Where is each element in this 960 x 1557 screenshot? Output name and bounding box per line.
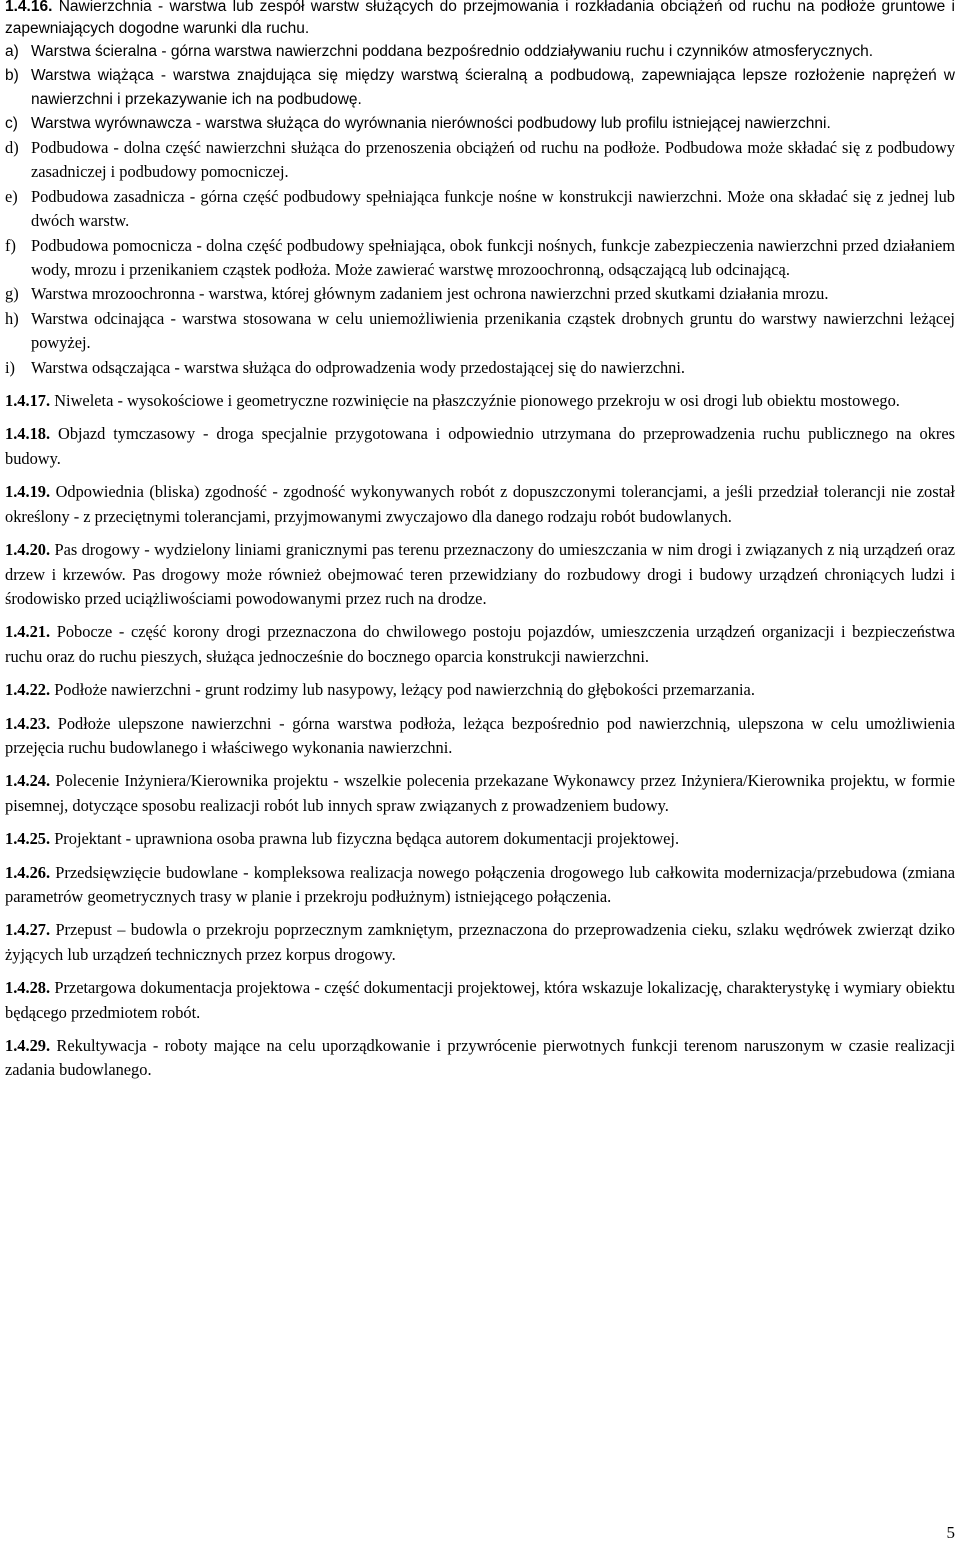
definition-number: 1.4.22.: [5, 680, 51, 700]
definition-text: Pas drogowy - wydzielony liniami granicznymi pas terenu przeznaczony do umieszczania w nim drogi i związanych z nią urządzeń oraz drzew i krzewów. Pas drogowy może również obejmować teren przewidziany do rozbudowy drogi i budowy urządzeń chroniących ludzi i środowisko przed uciążliwościami powodowanymi przez ruch na drodze.: [5, 540, 956, 608]
definition-text: Podłoże nawierzchni - grunt rodzimy lub nasypowy, leżący pod nawierzchnią do głębokości przemarzania.: [54, 680, 755, 700]
sub-item-h: [5, 307, 955, 356]
sub-item-f: [5, 234, 955, 283]
definition-number: 1.4.21.: [5, 622, 51, 642]
definition-1-4-17: [5, 389, 955, 413]
definition-number: 1.4.17.: [5, 391, 51, 411]
sub-item-letter: a): [5, 43, 19, 60]
definition-number: 1.4.24.: [5, 771, 51, 791]
sub-item-d: [5, 136, 955, 185]
section-1-4-16: [5, 0, 955, 40]
definition-text: Odpowiednia (bliska) zgodność - zgodność wykonywanych robót z dopuszczonymi tolerancjami, a jeśli przedział tolerancji nie został określony - z przeciętnymi tolerancjami, przyjmowanymi zwyczajowo dla danego rodzaju robót budowlanych.: [5, 482, 955, 526]
definition-number: 1.4.23.: [5, 713, 51, 733]
definition-text: Przedsięwzięcie budowlane - kompleksowa realizacja nowego połączenia drogowego lub całkowita modernizacja/przebudowa (zmiana parametrów geometrycznych trasy w planie i przekroju podłużnym) istniejącego połączenia.: [5, 862, 955, 906]
definition-text: Polecenie Inżyniera/Kierownika projektu - wszelkie polecenia przekazane Wykonawcy przez Inżyniera/Kierownika projektu, w formie pisemnej, dotyczące sposobu realizacji robót lub innych spraw związanych z prowadzeniem budowy.: [5, 771, 955, 815]
document-page: [5, 0, 955, 1083]
sub-item-letter: g): [5, 284, 19, 304]
sub-item-text: Podbudowa - dolna część nawierzchni służąca do przenoszenia obciążeń od ruchu na podłoże. Podbudowa może składać się z podbudowy zasadniczej i podbudowy pomocniczej.: [31, 138, 955, 182]
definition-text: Podłoże ulepszone nawierzchni - górna warstwa podłoża, leżąca bezpośrednio pod nawierzchnią, ulepszona w celu umożliwienia przejęcia ruchu budowlanego i właściwego wykonania nawierzchni.: [5, 713, 955, 757]
definition-number: 1.4.25.: [5, 829, 51, 849]
definition-1-4-22: [5, 678, 955, 702]
definition-text: Projektant - uprawniona osoba prawna lub fizyczna będąca autorem dokumentacji projektowej.: [54, 829, 680, 849]
definition-number: 1.4.18.: [5, 424, 51, 444]
definition-1-4-24: [5, 769, 955, 818]
sub-item-text: Warstwa odcinająca - warstwa stosowana w celu uniemożliwienia przenikania cząstek drobnych gruntu do warstwy nawierzchni leżącej powyżej.: [31, 308, 955, 353]
definition-1-4-28: [5, 976, 955, 1025]
sub-item-e: [5, 185, 955, 234]
sub-item-text: Warstwa mrozoochronna - warstwa, której głównym zadaniem jest ochrona nawierzchni przed skutkami działania mrozu.: [31, 284, 829, 304]
section-text: Nawierzchnia - warstwa lub zespół warstw służących do przejmowania i rozkładania obciążeń od ruchu na podłoże gruntowe i zapewniających dogodne warunki dla ruchu.: [5, 0, 955, 37]
definition-1-4-29: [5, 1034, 955, 1083]
sub-item-letter: e): [5, 186, 18, 206]
definition-text: Pobocze - część korony drogi przeznaczona do chwilowego postoju pojazdów, umieszczenia urządzeń organizacji i bezpieczeństwa ruchu oraz do ruchu pieszych, służąca jednocześnie do bocznego oparcia konstrukcji nawierzchni.: [5, 622, 955, 666]
definition-number: 1.4.29.: [5, 1036, 51, 1055]
definition-number: 1.4.26.: [5, 862, 51, 882]
sub-item-letter: f): [5, 235, 16, 255]
definition-text: Przepust – budowla o przekroju poprzecznym zamkniętym, przeznaczona do przeprowadzenia cieku, szlaku wędrówek zwierząt dziko żyjących lub urządzeń technicznych przez korpus drogowy.: [5, 920, 955, 964]
sub-item-a: [5, 40, 955, 64]
definition-text: Przetargowa dokumentacja projektowa - część dokumentacji projektowej, która wskazuje lokalizację, charakterystykę i wymiary obiektu będącego przedmiotem robót.: [5, 978, 955, 1022]
sub-item-text: Podbudowa pomocnicza - dolna część podbudowy spełniająca, obok funkcji nośnych, funkcje zabezpieczenia nawierzchni przed działaniem wody, mrozu i przenikaniem cząstek podłoża. Może zawierać warstwę mrozoochronną, odsączającą lub odcinającą.: [31, 235, 955, 280]
sub-item-b: [5, 64, 955, 112]
sub-item-letter: i): [5, 357, 16, 377]
sub-item-letter: d): [5, 138, 19, 157]
definition-1-4-21: [5, 620, 955, 669]
definition-1-4-18: [5, 422, 955, 471]
definition-1-4-19: [5, 480, 955, 529]
definition-text: Rekultywacja - roboty mające na celu uporządkowanie i przywrócenie pierwotnych funkcji terenom naruszonym w czasie realizacji zadania budowlanego.: [5, 1036, 955, 1080]
sub-item-i: [5, 356, 955, 380]
definition-1-4-26: [5, 861, 955, 910]
sub-item-g: [5, 282, 955, 306]
definition-1-4-27: [5, 918, 955, 967]
sub-item-text: Warstwa wyrównawcza - warstwa służąca do wyrównania nierówności podbudowy lub profilu istniejącej nawierzchni.: [31, 115, 831, 132]
sub-item-text: Warstwa wiążąca - warstwa znajdująca się między warstwą ścieralną a podbudową, zapewniająca lepsze rozłożenie naprężeń w nawierzchni i przekazywanie ich na podbudowę.: [31, 67, 955, 108]
page-number: 5: [946, 1523, 955, 1542]
definition-number: 1.4.27.: [5, 920, 51, 940]
sub-item-list: [5, 40, 955, 380]
definition-number: 1.4.19.: [5, 482, 51, 502]
definition-1-4-20: [5, 538, 955, 611]
definition-1-4-25: [5, 827, 955, 851]
sub-item-letter: b): [5, 67, 19, 84]
section-number: 1.4.16.: [5, 0, 53, 15]
definition-1-4-23: [5, 712, 955, 761]
sub-item-text: Warstwa ścieralna - górna warstwa nawierzchni poddana bezpośrednio oddziaływaniu ruchu i czynników atmosferycznych.: [31, 43, 873, 60]
sub-item-text: Podbudowa zasadnicza - górna część podbudowy spełniająca funkcje nośne w konstrukcji nawierzchni. Może ona składać się z jednej lub dwóch warstw.: [31, 186, 955, 231]
definition-number: 1.4.28.: [5, 978, 51, 998]
sub-item-c: [5, 112, 955, 136]
definition-text: Objazd tymczasowy - droga specjalnie przygotowana i odpowiednio utrzymana do przeprowadzenia ruchu publicznego na okres budowy.: [5, 424, 955, 468]
sub-item-letter: c): [5, 115, 18, 132]
definition-text: Niweleta - wysokościowe i geometryczne rozwinięcie na płaszczyźnie pionowego przekroju w osi drogi lub obiektu mostowego.: [54, 391, 900, 411]
sub-item-text: Warstwa odsączająca - warstwa służąca do odprowadzenia wody przedostającej się do nawierzchni.: [31, 357, 686, 377]
definition-number: 1.4.20.: [5, 540, 51, 560]
definition-list: [5, 389, 955, 1083]
sub-item-letter: h): [5, 308, 19, 328]
